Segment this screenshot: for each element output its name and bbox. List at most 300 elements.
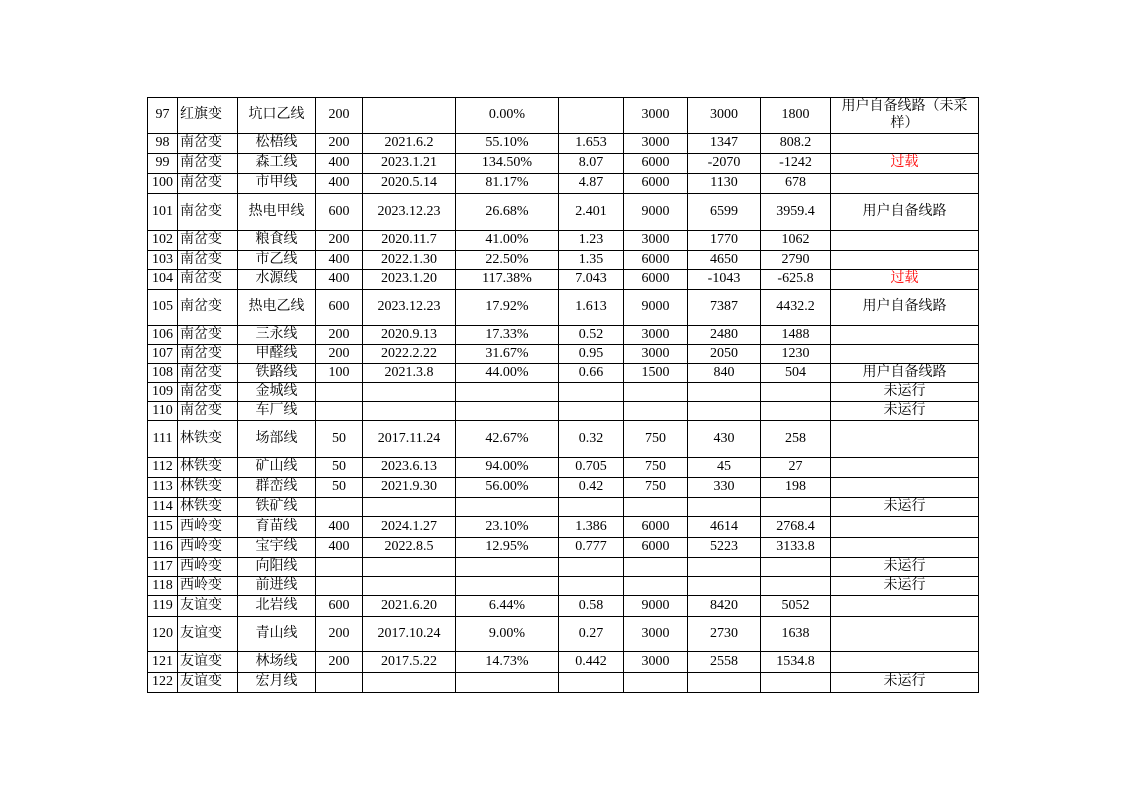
- cell-value-2: 9000: [624, 290, 688, 326]
- cell-value-1: 8.07: [559, 154, 624, 174]
- cell-value-3: 2558: [688, 652, 761, 673]
- cell-line-name: 场部线: [238, 421, 316, 458]
- cell-row-number: 121: [148, 652, 178, 673]
- cell-value-4: [761, 498, 831, 517]
- cell-remark: [831, 251, 979, 270]
- cell-load-rate: 31.67%: [456, 345, 559, 364]
- table-row: [148, 251, 979, 270]
- cell-date: [363, 673, 456, 693]
- cell-value-1: [559, 498, 624, 517]
- cell-row-number: 115: [148, 517, 178, 538]
- cell-load-rate: 42.67%: [456, 421, 559, 458]
- cell-remark: 未运行: [831, 498, 979, 517]
- cell-capacity: [316, 577, 363, 596]
- cell-value-3: 5223: [688, 538, 761, 558]
- table-row: [148, 383, 979, 402]
- cell-load-rate: 134.50%: [456, 154, 559, 174]
- cell-value-3: [688, 558, 761, 577]
- cell-value-4: -1242: [761, 154, 831, 174]
- cell-value-4: 1638: [761, 617, 831, 652]
- cell-value-3: 3000: [688, 98, 761, 134]
- cell-value-2: 6000: [624, 154, 688, 174]
- cell-capacity: 200: [316, 134, 363, 154]
- cell-value-2: [624, 383, 688, 402]
- cell-value-1: 0.58: [559, 596, 624, 617]
- cell-remark: [831, 478, 979, 498]
- cell-value-1: 0.32: [559, 421, 624, 458]
- cell-load-rate: 23.10%: [456, 517, 559, 538]
- cell-value-3: [688, 673, 761, 693]
- cell-value-3: 2480: [688, 326, 761, 345]
- cell-value-1: [559, 577, 624, 596]
- cell-load-rate: 81.17%: [456, 174, 559, 194]
- cell-row-number: 111: [148, 421, 178, 458]
- cell-capacity: 600: [316, 194, 363, 231]
- cell-date: 2021.6.2: [363, 134, 456, 154]
- cell-value-2: 6000: [624, 538, 688, 558]
- cell-value-1: 2.401: [559, 194, 624, 231]
- cell-value-2: 6000: [624, 517, 688, 538]
- table-row: [148, 402, 979, 421]
- cell-value-3: 4650: [688, 251, 761, 270]
- cell-row-number: 114: [148, 498, 178, 517]
- cell-load-rate: 17.92%: [456, 290, 559, 326]
- cell-capacity: 50: [316, 478, 363, 498]
- table-row: [148, 270, 979, 290]
- cell-row-number: 103: [148, 251, 178, 270]
- cell-row-number: 98: [148, 134, 178, 154]
- cell-line-name: 三永线: [238, 326, 316, 345]
- cell-substation: 林铁变: [178, 421, 238, 458]
- cell-value-2: 750: [624, 421, 688, 458]
- cell-remark: [831, 617, 979, 652]
- cell-value-2: [624, 498, 688, 517]
- cell-date: 2017.5.22: [363, 652, 456, 673]
- cell-capacity: 200: [316, 98, 363, 134]
- cell-load-rate: 26.68%: [456, 194, 559, 231]
- cell-value-4: 2790: [761, 251, 831, 270]
- cell-date: 2022.2.22: [363, 345, 456, 364]
- cell-remark: 未运行: [831, 402, 979, 421]
- cell-line-name: 市甲线: [238, 174, 316, 194]
- cell-line-name: 矿山线: [238, 458, 316, 478]
- table-row: [148, 517, 979, 538]
- table-row: [148, 231, 979, 251]
- cell-load-rate: 117.38%: [456, 270, 559, 290]
- cell-substation: 南岔变: [178, 345, 238, 364]
- cell-load-rate: [456, 673, 559, 693]
- cell-value-4: 504: [761, 364, 831, 383]
- table-row: [148, 577, 979, 596]
- cell-line-name: 水源线: [238, 270, 316, 290]
- cell-value-1: 4.87: [559, 174, 624, 194]
- cell-remark: 未运行: [831, 383, 979, 402]
- cell-date: 2023.6.13: [363, 458, 456, 478]
- cell-load-rate: 56.00%: [456, 478, 559, 498]
- cell-row-number: 118: [148, 577, 178, 596]
- table-row: [148, 673, 979, 693]
- cell-value-3: 2730: [688, 617, 761, 652]
- cell-value-2: 3000: [624, 134, 688, 154]
- cell-value-4: 3959.4: [761, 194, 831, 231]
- cell-value-3: 840: [688, 364, 761, 383]
- cell-remark: [831, 421, 979, 458]
- table-row: [148, 364, 979, 383]
- cell-load-rate: 44.00%: [456, 364, 559, 383]
- cell-value-4: [761, 383, 831, 402]
- cell-value-1: 0.66: [559, 364, 624, 383]
- cell-value-2: 6000: [624, 270, 688, 290]
- cell-line-name: 向阳线: [238, 558, 316, 577]
- table-row: [148, 345, 979, 364]
- cell-row-number: 113: [148, 478, 178, 498]
- cell-substation: 友谊变: [178, 617, 238, 652]
- cell-capacity: 200: [316, 326, 363, 345]
- cell-value-2: 6000: [624, 174, 688, 194]
- cell-date: 2020.11.7: [363, 231, 456, 251]
- cell-value-1: 7.043: [559, 270, 624, 290]
- table-row: [148, 290, 979, 326]
- cell-value-4: [761, 577, 831, 596]
- cell-line-name: 铁矿线: [238, 498, 316, 517]
- cell-value-3: 7387: [688, 290, 761, 326]
- cell-substation: 南岔变: [178, 154, 238, 174]
- cell-value-3: 1130: [688, 174, 761, 194]
- cell-substation: 友谊变: [178, 596, 238, 617]
- cell-value-3: 430: [688, 421, 761, 458]
- cell-row-number: 99: [148, 154, 178, 174]
- cell-value-1: 1.613: [559, 290, 624, 326]
- cell-value-4: 2768.4: [761, 517, 831, 538]
- cell-row-number: 101: [148, 194, 178, 231]
- table-row: [148, 538, 979, 558]
- cell-value-2: [624, 673, 688, 693]
- cell-remark: 未运行: [831, 673, 979, 693]
- cell-value-4: [761, 558, 831, 577]
- cell-line-name: 坑口乙线: [238, 98, 316, 134]
- cell-value-2: 3000: [624, 617, 688, 652]
- cell-date: 2020.9.13: [363, 326, 456, 345]
- cell-date: [363, 558, 456, 577]
- cell-value-4: [761, 673, 831, 693]
- cell-line-name: 热电甲线: [238, 194, 316, 231]
- cell-value-1: 1.386: [559, 517, 624, 538]
- cell-value-1: [559, 402, 624, 421]
- cell-value-2: 6000: [624, 251, 688, 270]
- cell-date: 2021.3.8: [363, 364, 456, 383]
- cell-capacity: 50: [316, 458, 363, 478]
- cell-load-rate: 22.50%: [456, 251, 559, 270]
- cell-capacity: [316, 383, 363, 402]
- cell-value-1: 1.35: [559, 251, 624, 270]
- cell-value-4: 1800: [761, 98, 831, 134]
- cell-value-1: [559, 673, 624, 693]
- cell-capacity: 200: [316, 617, 363, 652]
- cell-line-name: 群峦线: [238, 478, 316, 498]
- cell-value-3: -2070: [688, 154, 761, 174]
- cell-value-1: 0.95: [559, 345, 624, 364]
- cell-value-3: 4614: [688, 517, 761, 538]
- cell-substation: 西岭变: [178, 517, 238, 538]
- cell-row-number: 119: [148, 596, 178, 617]
- cell-remark: 未运行: [831, 577, 979, 596]
- cell-row-number: 116: [148, 538, 178, 558]
- cell-substation: 友谊变: [178, 673, 238, 693]
- cell-value-3: -1043: [688, 270, 761, 290]
- cell-value-4: 1230: [761, 345, 831, 364]
- cell-value-4: -625.8: [761, 270, 831, 290]
- cell-capacity: 600: [316, 596, 363, 617]
- cell-line-name: 育苗线: [238, 517, 316, 538]
- cell-substation: 南岔变: [178, 231, 238, 251]
- cell-value-2: 9000: [624, 194, 688, 231]
- cell-row-number: 105: [148, 290, 178, 326]
- cell-remark: [831, 174, 979, 194]
- cell-row-number: 107: [148, 345, 178, 364]
- cell-date: [363, 383, 456, 402]
- cell-substation: 南岔变: [178, 383, 238, 402]
- cell-remark: [831, 652, 979, 673]
- table-row: [148, 617, 979, 652]
- cell-value-4: 678: [761, 174, 831, 194]
- cell-date: 2020.5.14: [363, 174, 456, 194]
- cell-remark: [831, 517, 979, 538]
- cell-substation: 西岭变: [178, 577, 238, 596]
- cell-load-rate: 55.10%: [456, 134, 559, 154]
- cell-load-rate: 6.44%: [456, 596, 559, 617]
- cell-load-rate: [456, 402, 559, 421]
- cell-date: 2022.8.5: [363, 538, 456, 558]
- cell-line-name: 宝宇线: [238, 538, 316, 558]
- table-row: [148, 458, 979, 478]
- cell-load-rate: 9.00%: [456, 617, 559, 652]
- cell-capacity: [316, 558, 363, 577]
- cell-value-4: 1488: [761, 326, 831, 345]
- cell-remark: [831, 231, 979, 251]
- cell-load-rate: [456, 383, 559, 402]
- cell-line-name: 松梧线: [238, 134, 316, 154]
- cell-remark: 用户自备线路（未采样）: [831, 98, 979, 134]
- cell-line-name: 粮食线: [238, 231, 316, 251]
- cell-value-2: 3000: [624, 98, 688, 134]
- cell-remark: 过载: [831, 154, 979, 174]
- cell-line-name: 前进线: [238, 577, 316, 596]
- cell-value-4: 5052: [761, 596, 831, 617]
- cell-date: [363, 98, 456, 134]
- cell-remark: [831, 326, 979, 345]
- table-row: [148, 134, 979, 154]
- cell-line-name: 青山线: [238, 617, 316, 652]
- cell-date: 2017.11.24: [363, 421, 456, 458]
- cell-value-3: 8420: [688, 596, 761, 617]
- cell-remark: 用户自备线路: [831, 290, 979, 326]
- cell-line-name: 车厂线: [238, 402, 316, 421]
- cell-value-2: 9000: [624, 596, 688, 617]
- cell-substation: 红旗变: [178, 98, 238, 134]
- cell-capacity: [316, 402, 363, 421]
- line-load-table-container: [147, 97, 979, 693]
- cell-value-2: [624, 577, 688, 596]
- cell-value-2: [624, 402, 688, 421]
- cell-value-3: 330: [688, 478, 761, 498]
- cell-value-4: 1062: [761, 231, 831, 251]
- cell-load-rate: 41.00%: [456, 231, 559, 251]
- cell-value-2: 3000: [624, 345, 688, 364]
- cell-substation: 南岔变: [178, 251, 238, 270]
- cell-value-3: [688, 383, 761, 402]
- cell-remark: 未运行: [831, 558, 979, 577]
- cell-value-2: 3000: [624, 326, 688, 345]
- cell-line-name: 林场线: [238, 652, 316, 673]
- cell-substation: 友谊变: [178, 652, 238, 673]
- cell-value-2: 1500: [624, 364, 688, 383]
- cell-row-number: 112: [148, 458, 178, 478]
- cell-line-name: 热电乙线: [238, 290, 316, 326]
- cell-remark: [831, 538, 979, 558]
- line-load-table: [147, 97, 979, 693]
- cell-date: 2023.12.23: [363, 194, 456, 231]
- table-row: [148, 498, 979, 517]
- cell-date: [363, 498, 456, 517]
- cell-value-4: 258: [761, 421, 831, 458]
- cell-value-3: 1770: [688, 231, 761, 251]
- cell-value-4: 808.2: [761, 134, 831, 154]
- cell-remark: 过载: [831, 270, 979, 290]
- cell-value-1: 0.27: [559, 617, 624, 652]
- table-row: [148, 154, 979, 174]
- cell-date: 2022.1.30: [363, 251, 456, 270]
- cell-capacity: 400: [316, 154, 363, 174]
- cell-remark: [831, 134, 979, 154]
- cell-capacity: 400: [316, 517, 363, 538]
- cell-substation: 南岔变: [178, 270, 238, 290]
- cell-capacity: [316, 498, 363, 517]
- cell-load-rate: 94.00%: [456, 458, 559, 478]
- cell-line-name: 铁路线: [238, 364, 316, 383]
- table-row: [148, 652, 979, 673]
- cell-substation: 南岔变: [178, 402, 238, 421]
- cell-row-number: 117: [148, 558, 178, 577]
- cell-load-rate: [456, 558, 559, 577]
- cell-value-4: 27: [761, 458, 831, 478]
- cell-value-2: 750: [624, 478, 688, 498]
- cell-date: 2023.1.21: [363, 154, 456, 174]
- cell-line-name: 甲醛线: [238, 345, 316, 364]
- cell-value-2: 3000: [624, 652, 688, 673]
- cell-remark: 用户自备线路: [831, 194, 979, 231]
- cell-value-4: [761, 402, 831, 421]
- cell-row-number: 100: [148, 174, 178, 194]
- table-row: [148, 558, 979, 577]
- cell-date: [363, 577, 456, 596]
- cell-value-1: 1.653: [559, 134, 624, 154]
- cell-capacity: 400: [316, 174, 363, 194]
- cell-value-3: 45: [688, 458, 761, 478]
- cell-value-3: 2050: [688, 345, 761, 364]
- cell-date: 2023.1.20: [363, 270, 456, 290]
- cell-load-rate: 12.95%: [456, 538, 559, 558]
- cell-substation: 林铁变: [178, 478, 238, 498]
- cell-value-4: 3133.8: [761, 538, 831, 558]
- cell-substation: 南岔变: [178, 326, 238, 345]
- cell-date: [363, 402, 456, 421]
- cell-value-3: [688, 577, 761, 596]
- cell-capacity: 400: [316, 251, 363, 270]
- table-body: [148, 98, 979, 693]
- cell-capacity: 100: [316, 364, 363, 383]
- cell-load-rate: 0.00%: [456, 98, 559, 134]
- cell-value-2: [624, 558, 688, 577]
- cell-date: 2023.12.23: [363, 290, 456, 326]
- cell-capacity: 600: [316, 290, 363, 326]
- cell-remark: [831, 596, 979, 617]
- cell-value-3: [688, 498, 761, 517]
- table-row: [148, 194, 979, 231]
- cell-row-number: 108: [148, 364, 178, 383]
- cell-substation: 南岔变: [178, 290, 238, 326]
- table-row: [148, 421, 979, 458]
- cell-remark: 用户自备线路: [831, 364, 979, 383]
- cell-date: 2024.1.27: [363, 517, 456, 538]
- cell-value-1: 0.705: [559, 458, 624, 478]
- cell-line-name: 金城线: [238, 383, 316, 402]
- cell-substation: 西岭变: [178, 538, 238, 558]
- cell-date: 2021.9.30: [363, 478, 456, 498]
- cell-substation: 西岭变: [178, 558, 238, 577]
- cell-substation: 南岔变: [178, 134, 238, 154]
- cell-value-1: 0.777: [559, 538, 624, 558]
- cell-value-1: [559, 98, 624, 134]
- cell-value-1: 1.23: [559, 231, 624, 251]
- cell-capacity: 200: [316, 231, 363, 251]
- cell-value-3: 1347: [688, 134, 761, 154]
- cell-capacity: 50: [316, 421, 363, 458]
- cell-line-name: 宏月线: [238, 673, 316, 693]
- cell-value-4: 198: [761, 478, 831, 498]
- cell-substation: 林铁变: [178, 458, 238, 478]
- cell-row-number: 97: [148, 98, 178, 134]
- cell-row-number: 122: [148, 673, 178, 693]
- cell-value-3: [688, 402, 761, 421]
- cell-substation: 南岔变: [178, 194, 238, 231]
- cell-load-rate: [456, 577, 559, 596]
- table-row: [148, 596, 979, 617]
- cell-row-number: 120: [148, 617, 178, 652]
- cell-remark: [831, 345, 979, 364]
- cell-remark: [831, 458, 979, 478]
- table-row: [148, 98, 979, 134]
- cell-value-4: 1534.8: [761, 652, 831, 673]
- cell-value-4: 4432.2: [761, 290, 831, 326]
- cell-substation: 南岔变: [178, 174, 238, 194]
- cell-row-number: 110: [148, 402, 178, 421]
- cell-row-number: 102: [148, 231, 178, 251]
- cell-row-number: 109: [148, 383, 178, 402]
- cell-value-1: [559, 558, 624, 577]
- cell-date: 2021.6.20: [363, 596, 456, 617]
- cell-capacity: 400: [316, 270, 363, 290]
- table-row: [148, 174, 979, 194]
- cell-date: 2017.10.24: [363, 617, 456, 652]
- cell-row-number: 106: [148, 326, 178, 345]
- table-row: [148, 478, 979, 498]
- cell-value-1: [559, 383, 624, 402]
- cell-value-1: 0.442: [559, 652, 624, 673]
- cell-value-2: 3000: [624, 231, 688, 251]
- cell-value-3: 6599: [688, 194, 761, 231]
- cell-load-rate: 14.73%: [456, 652, 559, 673]
- cell-capacity: 200: [316, 652, 363, 673]
